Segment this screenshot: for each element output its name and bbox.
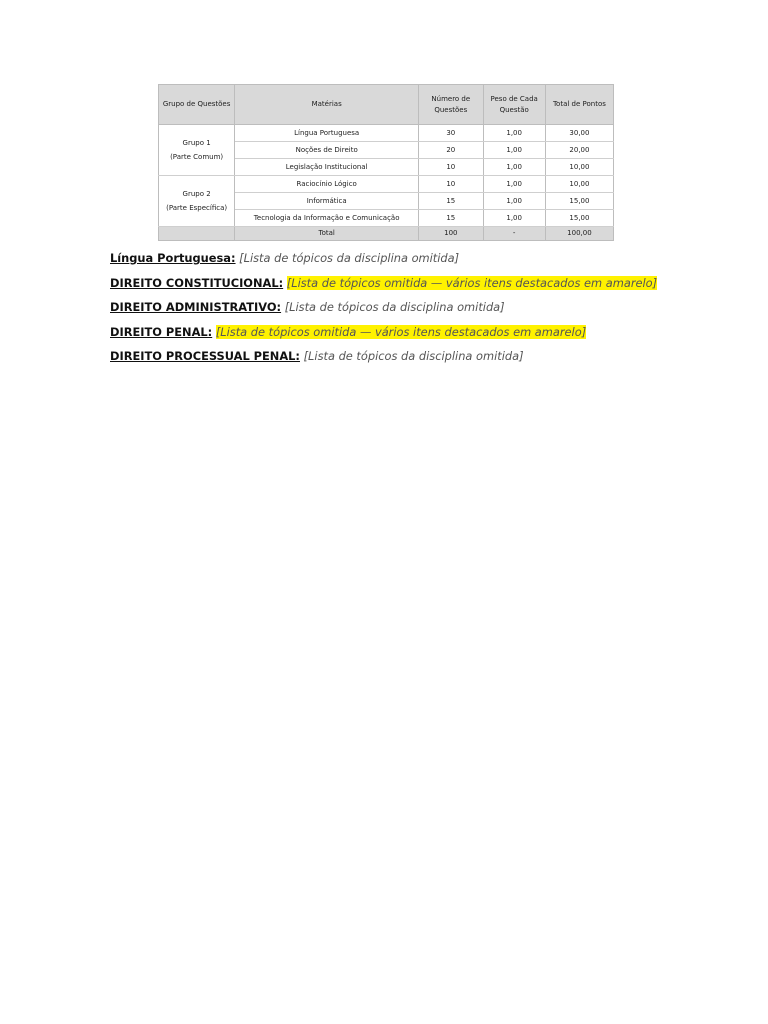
paragraph-direito-processual-penal: [110, 350, 658, 363]
group1-name: Grupo 1: [182, 139, 211, 147]
peso-cell: 1,00: [483, 125, 545, 142]
group2-name: Grupo 2: [182, 190, 211, 198]
peso-cell: 1,00: [483, 210, 545, 227]
total-label: Total: [235, 227, 419, 241]
total-total: 100,00: [545, 227, 613, 241]
omitted-text: [Lista de tópicos da disciplina omitida]: [284, 300, 505, 315]
peso-cell: 1,00: [483, 159, 545, 176]
num-cell: 30: [419, 125, 483, 142]
heading-direito-administrativo: DIREITO ADMINISTRATIVO:: [110, 300, 282, 315]
header-materias: Matérias: [235, 85, 419, 125]
header-grupo: Grupo de Questões: [159, 85, 235, 125]
total-cell: 10,00: [545, 176, 613, 193]
group2-cell: [159, 176, 235, 227]
omitted-text: [Lista de tópicos da disciplina omitida]: [303, 349, 524, 364]
group1-sub: (Parte Comum): [170, 153, 224, 161]
total-cell: 20,00: [545, 142, 613, 159]
total-cell: 10,00: [545, 159, 613, 176]
materia-cell: Língua Portuguesa: [235, 125, 419, 142]
heading-direito-processual-penal: DIREITO PROCESSUAL PENAL:: [110, 349, 300, 364]
num-cell: 15: [419, 210, 483, 227]
heading-direito-penal: DIREITO PENAL:: [110, 324, 213, 339]
omitted-text: [Lista de tópicos omitida — vários itens destacados em amarelo]: [215, 324, 587, 339]
table-total-row: [159, 227, 614, 241]
num-cell: 20: [419, 142, 483, 159]
score-table: [158, 84, 614, 241]
total-cell: 30,00: [545, 125, 613, 142]
table-header-row: [159, 85, 614, 125]
header-peso: Peso de Cada Questão: [483, 85, 545, 125]
num-cell: 10: [419, 176, 483, 193]
materia-cell: Informática: [235, 193, 419, 210]
heading-direito-constitucional: DIREITO CONSTITUCIONAL:: [110, 275, 284, 290]
table-row: [159, 176, 614, 193]
total-peso: -: [483, 227, 545, 241]
materia-cell: Tecnologia da Informação e Comunicação: [235, 210, 419, 227]
header-numero: Número de Questões: [419, 85, 483, 125]
peso-cell: 1,00: [483, 176, 545, 193]
peso-cell: 1,00: [483, 193, 545, 210]
omitted-text: [Lista de tópicos da disciplina omitida]: [239, 251, 460, 265]
paragraph-direito-penal: [110, 326, 658, 339]
omitted-text: [Lista de tópicos omitida — vários itens destacados em amarelo]: [286, 275, 658, 290]
header-total: Total de Pontos: [545, 85, 613, 125]
table-row: [159, 125, 614, 142]
paragraph-lingua-portuguesa: [110, 252, 658, 265]
materia-cell: Raciocínio Lógico: [235, 176, 419, 193]
num-cell: 10: [419, 159, 483, 176]
materia-cell: Legislação Institucional: [235, 159, 419, 176]
total-cell: 15,00: [545, 210, 613, 227]
paragraph-direito-constitucional: [110, 277, 658, 290]
total-num: 100: [419, 227, 483, 241]
materia-cell: Noções de Direito: [235, 142, 419, 159]
syllabus-text: [110, 252, 658, 375]
group1-cell: [159, 125, 235, 176]
peso-cell: 1,00: [483, 142, 545, 159]
group2-sub: (Parte Específica): [166, 204, 228, 212]
num-cell: 15: [419, 193, 483, 210]
total-cell: 15,00: [545, 193, 613, 210]
paragraph-direito-administrativo: [110, 301, 658, 314]
heading-lingua-portuguesa: Língua Portuguesa:: [110, 251, 236, 265]
